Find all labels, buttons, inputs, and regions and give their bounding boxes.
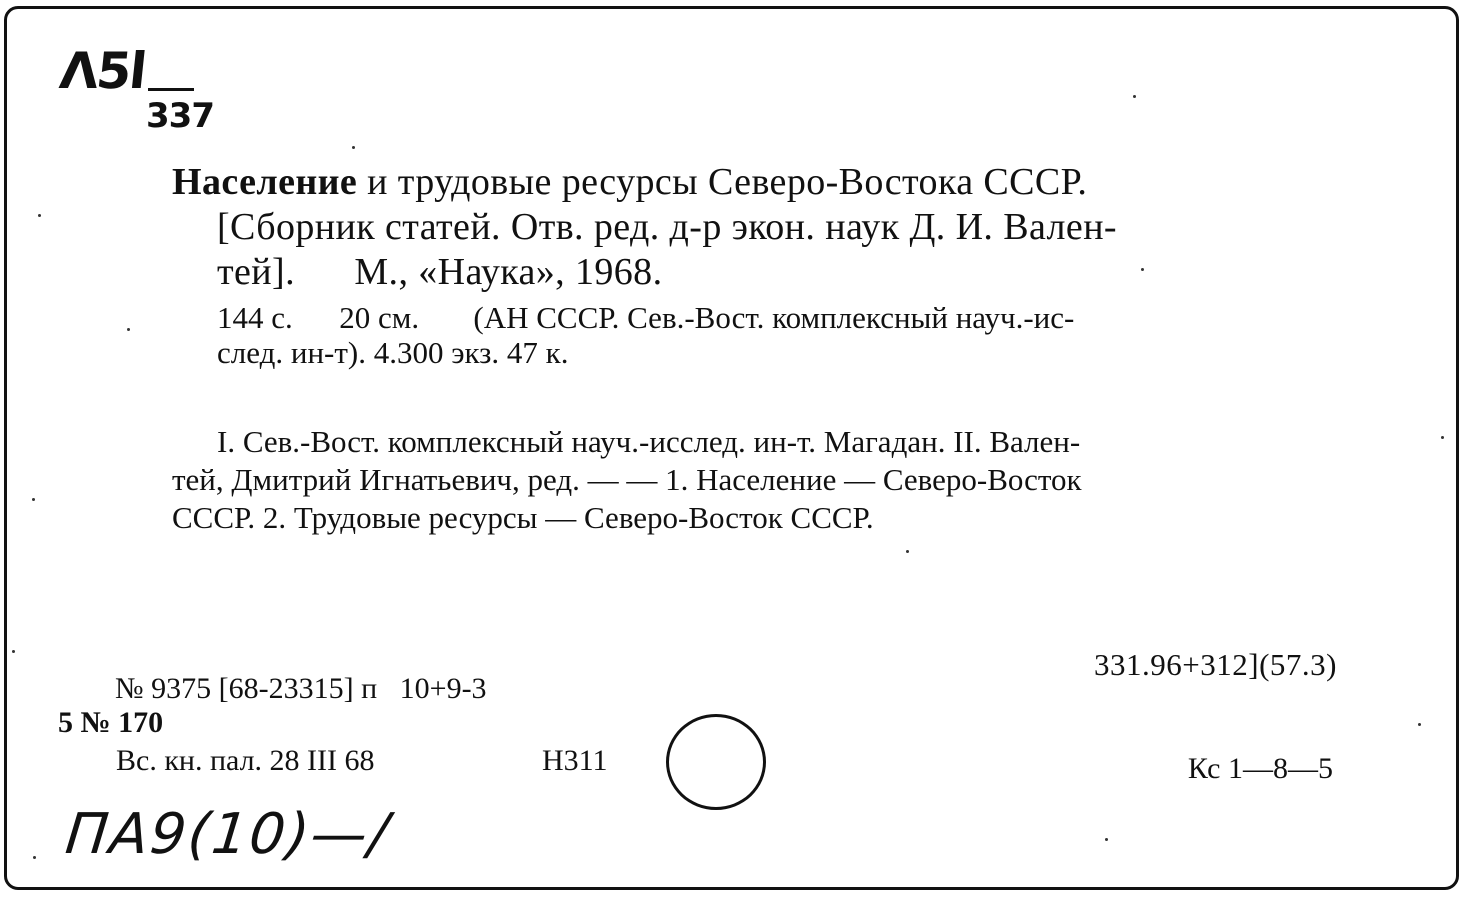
ks-code: Кс 1—8—5 — [1187, 752, 1333, 785]
copies-number: 5 № 170 — [58, 706, 164, 739]
title-line-2: [Сборник статей. Отв. ред. д-р экон. наук Д. И. Вален- — [217, 206, 1117, 248]
speck — [1141, 268, 1144, 271]
order-number: № 9375 [68-23315] п 10+9-3 — [115, 672, 487, 705]
speck — [38, 214, 41, 217]
shelfmark-overline — [148, 88, 194, 91]
imprint-line-1: 144 с. 20 см. (АН СССР. Сев.-Вост. комплексный науч.-ис- — [217, 300, 1075, 335]
imprint — [217, 300, 1342, 370]
hand-drawn-circle — [666, 714, 766, 810]
speck — [906, 550, 909, 553]
title-rest: и трудовые ресурсы Северо-Востока СССР. — [357, 161, 1088, 203]
title-line-3: тей]. М., «Наука», 1968. — [217, 251, 663, 293]
title-line-1 — [172, 160, 1342, 205]
speck — [1418, 723, 1421, 726]
tracings — [172, 423, 1342, 537]
speck — [352, 146, 355, 149]
speck — [1105, 838, 1108, 841]
imprint-line-2: след. ин-т). 4.300 экз. 47 к. — [217, 335, 569, 370]
handwritten-shelfmark-sub: 337 — [146, 96, 214, 136]
classification-index: 331.96+312](57.3) — [1094, 647, 1337, 682]
tracings-line-1: I. Сев.-Вост. комплексный науч.-исслед. ин-т. Магадан. II. Вален- — [217, 424, 1081, 459]
handwritten-call-number: ПА9(10)—/ — [62, 802, 394, 867]
speck — [33, 856, 36, 859]
card-code: Н311 — [542, 744, 608, 777]
speck — [32, 498, 35, 501]
speck — [1133, 95, 1136, 98]
handwritten-shelfmark: Λ5l — [56, 42, 148, 100]
title-lead-word: Население — [172, 161, 358, 203]
speck — [12, 650, 15, 653]
tracings-line-2: тей, Дмитрий Игнатьевич, ред. — — 1. Население — Северо-Восток — [172, 462, 1082, 497]
speck — [1441, 436, 1444, 439]
tracings-line-3: СССР. 2. Трудовые ресурсы — Северо-Восток СССР. — [172, 500, 874, 535]
book-chamber-date: Вс. кн. пал. 28 III 68 — [116, 744, 375, 777]
bibliographic-title — [172, 160, 1342, 295]
speck — [127, 328, 130, 331]
